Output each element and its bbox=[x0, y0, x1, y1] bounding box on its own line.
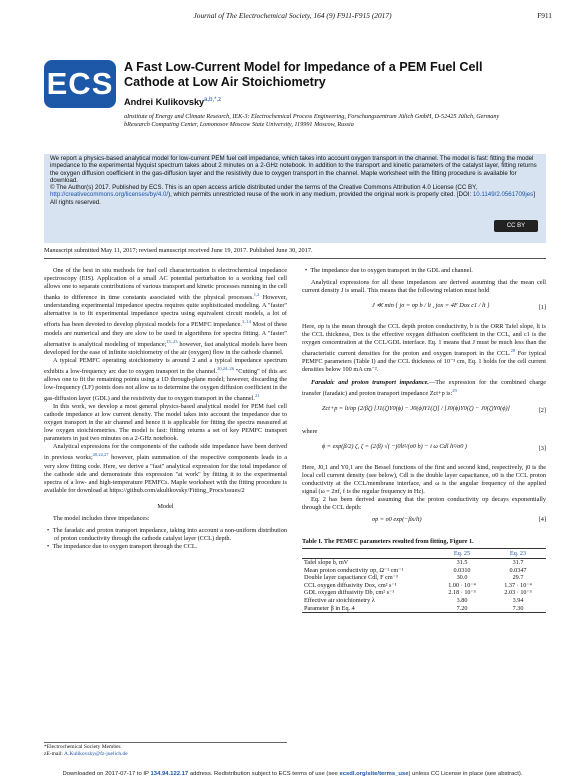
intro-paragraph-4: Analytical expressions for the components of the cathode side impedance have been derived in previous works;$^{20,22,27}$ however, plain summation of the respective components leads to a very slow fitting code. Here, we derive a "fast" analytical expression for the total impedance of the cathode side and demonstrate this expression "at work" by fitting it to the experimental spectra of a low- and high-temperature PEMFCs. Maple worksheet with the fitting procedure is available for download at https://github.com/akulikovsky/Fitting_Procs/issues/2 bbox=[44, 443, 287, 494]
license-link[interactable]: http://creativecommons.org/licenses/by/4.0/ bbox=[50, 191, 169, 199]
footnotes bbox=[44, 742, 287, 758]
value-cell: 30.0 bbox=[456, 574, 468, 582]
conductivity-paragraph: Eq. 2 has been derived assuming that the proton conductivity σp decays exponentially through the CCL depth: bbox=[302, 495, 546, 511]
intro-paragraph-2: A typical PEMFC operating stoichiometry is around 2 and a typical impedance spectrum exhibits a low-frequency arc due to oxygen transport in the channel.$^{20,24-26}$ "Cutting" of this arc allows one to fit the remaining points using a 1D through-plane model; however, discarding the low-frequency (LF) points does not allow us to determine the oxygen diffusion coefficient in the gas-diffusion layer (GDL) and the resistivity due to oxygen transport in the channel.$^{21}$ bbox=[44, 356, 287, 403]
ip-address: 134.94.122.17 bbox=[150, 771, 189, 777]
table-row bbox=[302, 582, 546, 590]
table-row bbox=[302, 605, 546, 613]
equation-3: ϕ = exp(β/2) ζ, ζ = (2/β) √( −j0lt²/(σ0 b) − i ω Cdl lt²/σ0 ) [3] bbox=[322, 442, 546, 452]
notation-paragraph: Here, σp is the mean through the CCL depth proton conductivity, b is the ORR Tafel slope, lt is the CCL thickness, Dox is the effective oxygen diffusion coefficient in the CCL, and c1 is the oxygen concentration at the CCL/GDL interface. Eq. 1 means that J must be much less than the characteristic current densities for the proton and oxygen transport in the CCL.$^{28}$ For typical PEMFC parameters (Table I) and the CCL thickness of 10⁻³ cm, Eq. 1 holds for the cell current densities below 100 mA cm⁻². bbox=[302, 323, 547, 374]
running-header bbox=[0, 11, 585, 23]
value-cell: 1.37 · 10⁻⁴ bbox=[504, 581, 532, 589]
table-caption: Table I. The PEMFC parameters resulted from fitting, Figure 1. bbox=[302, 538, 474, 546]
footnote-email: zE-mail: A.Kulikovsky@fz-juelich.de bbox=[44, 751, 128, 757]
left-column bbox=[44, 267, 287, 551]
parameter-name-cell: GDL oxygen diffusivity Db, cm² s⁻¹ bbox=[304, 589, 395, 597]
table-row bbox=[302, 567, 546, 575]
license-text: © The Author(s) 2017. Published by ECS. This is an open access article distributed under the terms of the Creative Commons Attribution 4.0 License (CC BY, http://creativecommons.org/licenses/by/4.0/), which permits unrestricted reuse of the work in any medium, provided the original work is properly cited. [DOI: 10.1149/2.0561709jes] All rights reserved. bbox=[50, 184, 535, 206]
author-marks: a,b,*,z bbox=[204, 97, 222, 103]
abstract-box bbox=[44, 154, 546, 243]
table-row bbox=[302, 574, 546, 582]
column-header: Eq. 23 bbox=[490, 549, 546, 559]
table-header-row bbox=[302, 549, 546, 559]
divider bbox=[44, 258, 546, 259]
abstract-text: We report a physics-based analytical model for low-current PEM fuel cell impedance, which takes into account oxygen transport in the channel. The model is fast: fitting the model impedance to the experimental Nyquist spectrum takes about 2 minutes on a 2-GHz notebook. In addition to the transport and kinetic parameters of the catalyst layer, fitting returns the oxygen diffusion coefficient in the gas-diffusion layer and the resistivity due to oxygen transport in the channel. Maple worksheet with the fitting procedure is available for download. bbox=[50, 155, 537, 184]
value-cell: 3.80 bbox=[456, 597, 468, 605]
equation-4: σp = σ0 exp(−βx/lt) [4] bbox=[372, 516, 546, 524]
column-header: Eq. 25 bbox=[434, 549, 490, 559]
parameter-name-cell: Effective air stoichiometry λ bbox=[304, 597, 375, 605]
faradaic-paragraph: Faradaic and proton transport impedance.—The expression for the combined charge transfer (faradaic) and proton transport impedance Zct+p is:$^{29}$ bbox=[302, 378, 547, 397]
bullet-item: • The impedance due to oxygen transport through the CCL. bbox=[47, 542, 198, 550]
download-notice: Downloaded on 2017-07-17 to IP 134.94.122.17 address. Redistribution subject to ECS terms of use (see ecsdl.org/site/terms_use) unless CC License in place (see abstract). bbox=[62, 771, 523, 777]
assumption-paragraph: Analytical expressions for all these impedances are derived assuming that the mean cell current density J is small. This means that the following relation must hold bbox=[302, 279, 546, 295]
table-row bbox=[302, 559, 546, 567]
value-cell: 2.18 · 10⁻³ bbox=[448, 589, 476, 597]
affiliations bbox=[124, 113, 544, 130]
parameter-name-cell: CCL oxygen diffusivity Dox, cm² s⁻¹ bbox=[304, 581, 397, 589]
doi-link[interactable]: 10.1149/2.0561709jes bbox=[472, 191, 534, 199]
bullet-item: • The faradaic and proton transport impedance, taking into account a non-uniform distribution of proton conductivity through the cathode catalyst layer (CCL) depth. bbox=[47, 526, 287, 542]
value-cell: 29.7 bbox=[512, 574, 524, 582]
equation-1: J ≪ min { jσ = σp b / lt , jox = 4F Dox c1 / lt } [1] bbox=[372, 302, 546, 312]
table-row bbox=[302, 597, 546, 605]
right-column bbox=[302, 267, 546, 613]
value-cell: 2.03 · 10⁻³ bbox=[504, 589, 532, 597]
article-title: A Fast Low-Current Model for Impedance of a PEM Fuel Cell Cathode at Low Air Stoichiometry bbox=[124, 60, 483, 89]
where-label: where bbox=[302, 427, 318, 435]
value-cell: 3.94 bbox=[512, 597, 524, 605]
parameter-name-cell: Tafel slope b, mV bbox=[304, 559, 349, 567]
page-number: F911 bbox=[537, 11, 552, 20]
journal-citation: Journal of The Electrochemical Society, 164 (9) F911-F915 (2017) bbox=[193, 11, 392, 20]
value-cell: 7.20 bbox=[456, 604, 468, 612]
parameter-name-cell: Double layer capacitance Cdl, F cm⁻³ bbox=[304, 574, 398, 582]
manuscript-dates: Manuscript submitted May 11, 2017; revised manuscript received June 19, 2017. Published June 30, 2017. bbox=[44, 247, 313, 254]
cc-by-badge[interactable]: CC BY bbox=[494, 220, 538, 232]
affiliation-a: aInstitute of Energy and Climate Research, IEK-3: Electrochemical Process Engineering, Forschungszentrum Jülich GmbH, D-52425 Jülich, Germany bbox=[124, 113, 500, 120]
parameter-name-cell: Parameter β in Eq. 4 bbox=[304, 604, 355, 612]
affiliation-b: bResearch Computing Center, Lomonosov Moscow State University, 119991 Moscow, Russia bbox=[124, 121, 354, 129]
email-link[interactable]: A.Kulikovsky@fz-juelich.de bbox=[64, 751, 128, 757]
bullet-item: • The impedance due to oxygen transport in the GDL and channel. bbox=[305, 267, 473, 274]
value-cell: 31.7 bbox=[512, 559, 524, 567]
value-cell: 1.00 · 10⁻⁴ bbox=[448, 581, 476, 589]
ecs-logo: ECS bbox=[44, 60, 116, 108]
equation-2: Zct+p = lt/σp (2/βζ) [J1(ζ)Y0(ϕ) − J0(ϕ)Y1(ζ)] / [J0(ϕ)Y0(ζ) − J0(ζ)Y0(ϕ)] [2] bbox=[322, 404, 546, 414]
terms-link[interactable]: ecsdl.org/site/terms_use bbox=[339, 771, 409, 777]
parameter-name-cell: Mean proton conductivity σp, Ω⁻¹ cm⁻¹ bbox=[304, 566, 404, 574]
intro-paragraph-1: One of the best in situ methods for fuel cell characterization is electrochemical impedance spectroscopy (EIS). Application of a small AC potential perturbation to a working fuel cell allows one to separate contributions of various transport and kinetic processes running in the cell thanks to difference in time constants associated with the physical processes.$^{1,2}$ However, understanding experimental impedance spectra requires quite sophisticated modeling. A "faster" alternative is to fit experimental impedance spectra using equivalent circuit models, a lot of efforts has been devoted to develop physical models for a PEMFC impedance.$^{3-14}$ Most of these models are numerical and they are slow to be used in algorithms for spectra fitting. A "faster" alternative is analytical modeling of impedance;$^{15-23}$ however, fast analytical models have been developed for the ease of infinite stoichiometry of the air (oxygen) flow in the cathode channel. bbox=[44, 267, 287, 356]
table-row bbox=[302, 589, 546, 597]
value-cell: 7.30 bbox=[512, 604, 524, 612]
author-name: Andrei Kulikovsky bbox=[124, 97, 205, 108]
parameters-table bbox=[302, 538, 546, 613]
footnote-member: *Electrochemical Society Member. bbox=[44, 744, 122, 750]
value-cell: 0.0347 bbox=[509, 566, 527, 574]
value-cell: 31.5 bbox=[456, 559, 468, 567]
value-cell: 0.0310 bbox=[453, 566, 471, 574]
bessel-paragraph: Here, J0,1 and Y0,1 are the Bessel functions of the first and second kind, respectively, j0 is the local cell current density (see below), Cdl is the double layer capacitance, σ0 is the CCL proton conductivity at the CCL/membrane interface, and ω is the angular frequency of the applied signal (ω = 2πf, f is the regular frequency in Hz). bbox=[302, 463, 546, 495]
author-line bbox=[124, 97, 221, 107]
section-heading-model: Model bbox=[157, 502, 174, 510]
model-intro: The model includes three impedances: bbox=[53, 514, 150, 522]
intro-paragraph-3: In this work, we develop a most general physics-based analytical model for PEM fuel cell cathode impedance at low current density. The model takes into account the impedance due to oxygen transport in the air channel and hence it is applicable for fitting the spectra measured at low oxygen stoichiometries. The model is fast: fitting returns a set of key PEMFC transport parameters in just two minutes on a 2-GHz notebook. bbox=[44, 403, 287, 443]
